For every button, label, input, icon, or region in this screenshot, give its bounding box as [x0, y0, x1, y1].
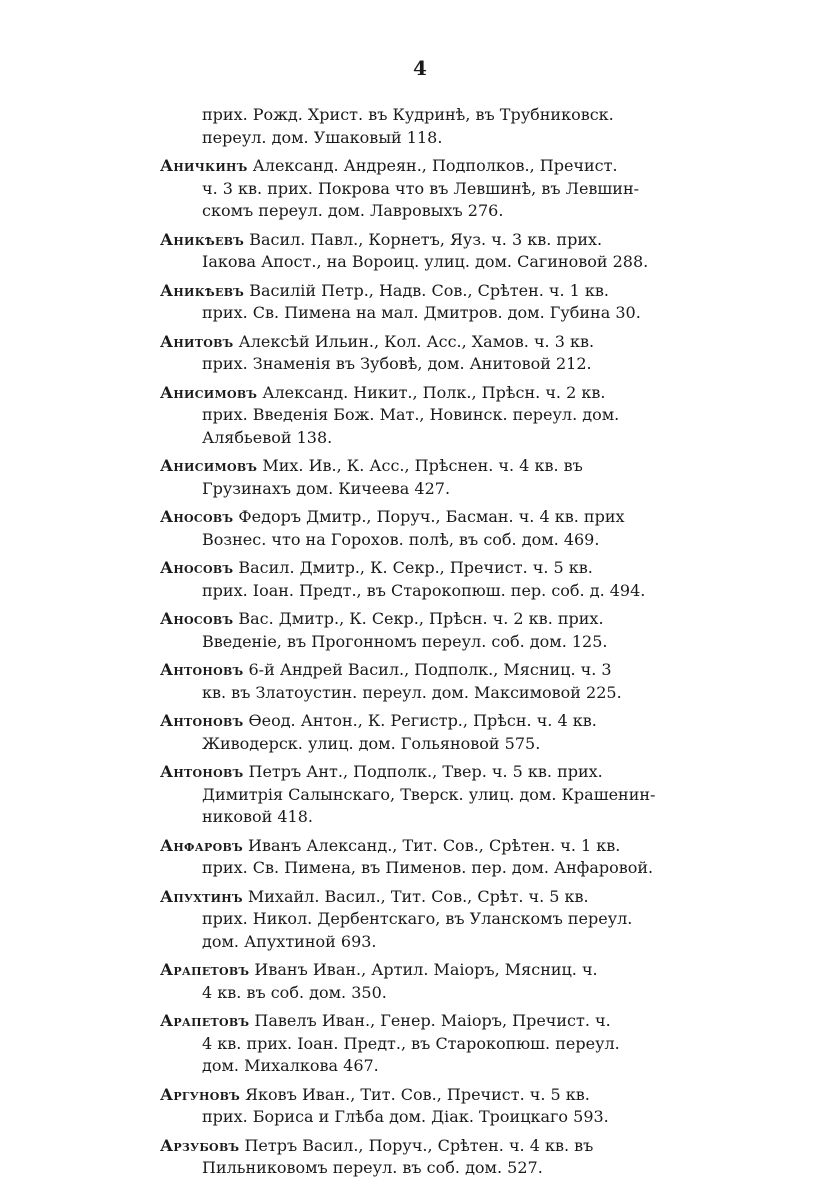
entry-line	[160, 478, 716, 501]
directory-entry	[160, 1135, 716, 1180]
entry-text: Ѳеод. Антон., К. Регистр., Прѣсн. ч. 4 кв.	[248, 711, 597, 730]
entry-text: скомъ переул. дом. Лавровыхъ 276.	[202, 201, 504, 220]
entry-surname: Аносовъ	[160, 507, 234, 526]
entry-line	[160, 1157, 716, 1180]
entry-line	[160, 382, 716, 405]
entry-surname: Анисимовъ	[160, 456, 258, 475]
entry-text: Васил. Дмитр., К. Секр., Пречист. ч. 5 кв.	[238, 558, 593, 577]
entry-text: Петръ Ант., Подполк., Твер. ч. 5 кв. прих.	[248, 762, 603, 781]
entry-text: Грузинахъ дом. Кичеева 427.	[202, 478, 451, 498]
page-number: 4	[413, 56, 427, 80]
directory-entry	[160, 959, 716, 1004]
entry-text: 4 кв. въ соб. дом. 350.	[202, 982, 387, 1002]
entry-surname: Анисимовъ	[160, 382, 258, 402]
entry-line	[160, 280, 716, 303]
entry-text: никовой 418.	[202, 807, 313, 826]
entry-text: Іакова Апост., на Вороиц. улиц. дом. Сагиновой 288.	[202, 252, 649, 271]
entry-text: Василій Петр., Надв. Сов., Срѣтен. ч. 1 кв.	[249, 280, 610, 300]
entry-surname: Аникѣевъ	[160, 280, 245, 300]
directory-entries	[160, 104, 716, 1186]
entry-line	[160, 806, 716, 829]
entry-text: Федоръ Дмитр., Поруч., Басман. ч. 4 кв. прих	[238, 507, 625, 526]
entry-line	[160, 529, 716, 552]
entry-line	[160, 455, 716, 478]
entry-text: 6-й Андрей Васил., Подполк., Мясниц. ч. 3	[248, 660, 612, 679]
entry-line	[160, 580, 716, 603]
entry-line	[160, 835, 716, 858]
entry-text: переул. дом. Ушаковый 118.	[202, 127, 443, 147]
entry-line	[160, 104, 716, 127]
entry-line	[160, 710, 716, 733]
directory-entry	[160, 331, 716, 376]
entry-surname: Аничкинъ	[160, 156, 248, 175]
directory-entry	[160, 557, 716, 602]
entry-text: Пильниковомъ переул. въ соб. дом. 527.	[202, 1158, 543, 1177]
directory-entry	[160, 455, 716, 500]
directory-entry	[160, 835, 716, 880]
entry-text: 4 кв. прих. Іоан. Предт., въ Старокопюш. переул.	[202, 1033, 620, 1053]
directory-entry	[160, 710, 716, 755]
entry-surname: Антоновъ	[160, 711, 244, 730]
entry-line	[160, 908, 716, 931]
entry-line	[160, 251, 716, 274]
entry-line	[160, 178, 716, 201]
entry-line	[160, 155, 716, 178]
directory-entry	[160, 382, 716, 450]
directory-entry	[160, 608, 716, 653]
entry-line	[160, 557, 716, 580]
entry-text: прих. Рожд. Христ. въ Кудринѣ, въ Трубниковск.	[202, 105, 614, 124]
entry-line	[160, 506, 716, 529]
directory-entry	[160, 280, 716, 325]
entry-line	[160, 682, 716, 705]
directory-entry	[160, 886, 716, 954]
directory-entry	[160, 104, 716, 149]
entry-line	[160, 659, 716, 682]
entry-line	[160, 761, 716, 784]
entry-line	[160, 1084, 716, 1107]
entry-line	[160, 331, 716, 354]
entry-text: прих. Св. Пимена, въ Пименов. пер. дом. Анфаровой.	[202, 858, 654, 877]
entry-line	[160, 857, 716, 880]
entry-text: Александ. Андреян., Подполков., Пречист.	[252, 156, 618, 175]
entry-text: прих. Знаменія въ Зубовѣ, дом. Анитовой 212.	[202, 354, 592, 373]
entry-text: Мих. Ив., К. Асс., Прѣснен. ч. 4 кв. въ	[262, 456, 583, 475]
entry-text: Алябьевой 138.	[202, 427, 333, 447]
directory-entry	[160, 659, 716, 704]
entry-text: Михайл. Васил., Тит. Сов., Срѣт. ч. 5 кв.	[247, 886, 589, 906]
entry-text: Павелъ Иван., Генер. Маіоръ, Пречист. ч.	[254, 1011, 611, 1030]
entry-text: Димитрія Салынскаго, Тверск. улиц. дом. Крашенин-	[202, 784, 656, 804]
entry-text: Введеніе, въ Прогонномъ переул. соб. дом. 125.	[202, 631, 608, 651]
entry-line	[160, 631, 716, 654]
entry-text: прих. Св. Пимена на мал. Дмитров. дом. Губина 30.	[202, 303, 641, 322]
entry-surname: Анитовъ	[160, 331, 234, 351]
directory-entry	[160, 1084, 716, 1129]
entry-text: прих. Бориса и Глѣба дом. Діак. Троицкаго 593.	[202, 1107, 609, 1126]
directory-entry	[160, 155, 716, 223]
entry-text: Васил. Павл., Корнетъ, Яуз. ч. 3 кв. прих.	[249, 229, 603, 249]
entry-line	[160, 404, 716, 427]
entry-surname: Арапетовъ	[160, 1011, 250, 1030]
entry-line	[160, 733, 716, 756]
entry-line	[160, 1135, 716, 1158]
entry-line	[160, 1033, 716, 1056]
entry-line	[160, 427, 716, 450]
entry-line	[160, 1055, 716, 1078]
entry-text: прих. Никол. Дербентскаго, въ Уланскомъ переул.	[202, 909, 633, 928]
entry-line	[160, 200, 716, 223]
entry-text: Алексѣй Ильин., Кол. Асс., Хамов. ч. 3 кв.	[238, 331, 595, 351]
entry-surname: Аргуновъ	[160, 1084, 241, 1104]
entry-surname: Арзубовъ	[160, 1135, 240, 1155]
entry-line	[160, 127, 716, 150]
directory-entry	[160, 1010, 716, 1078]
entry-line	[160, 959, 716, 982]
entry-text: Иванъ Иван., Артил. Маіоръ, Мясниц. ч.	[254, 960, 598, 979]
entry-text: Яковъ Иван., Тит. Сов., Пречист. ч. 5 кв.	[245, 1084, 590, 1104]
entry-text: ч. 3 кв. прих. Покрова что въ Левшинѣ, въ Левшин-	[202, 178, 640, 198]
entry-text: Петръ Васил., Поруч., Срѣтен. ч. 4 кв. въ	[244, 1135, 594, 1155]
entry-text: кв. въ Златоустин. переул. дом. Максимовой 225.	[202, 682, 622, 702]
entry-text: дом. Апухтиной 693.	[202, 931, 377, 951]
entry-line	[160, 1106, 716, 1129]
entry-surname: Антоновъ	[160, 660, 244, 679]
entry-line	[160, 931, 716, 954]
entry-surname: Арапетовъ	[160, 960, 250, 979]
entry-text: Вознес. что на Горохов. полѣ, въ соб. дом. 469.	[202, 529, 600, 549]
entry-line	[160, 982, 716, 1005]
entry-line	[160, 1010, 716, 1033]
entry-text: дом. Михалкова 467.	[202, 1056, 379, 1075]
entry-surname: Анфаровъ	[160, 835, 243, 855]
entry-line	[160, 608, 716, 631]
directory-entry	[160, 506, 716, 551]
entry-surname: Аникѣевъ	[160, 229, 245, 249]
entry-line	[160, 886, 716, 909]
entry-surname: Аносовъ	[160, 558, 234, 577]
entry-text: прих. Введенія Бож. Мат., Новинск. переул. дом.	[202, 405, 620, 424]
entry-line	[160, 229, 716, 252]
entry-text: Вас. Дмитр., К. Секр., Прѣсн. ч. 2 кв. прих.	[238, 609, 604, 628]
entry-line	[160, 784, 716, 807]
directory-entry	[160, 229, 716, 274]
entry-text: прих. Іоан. Предт., въ Старокопюш. пер. соб. д. 494.	[202, 580, 646, 600]
entry-surname: Аносовъ	[160, 609, 234, 628]
entry-text: Иванъ Александ., Тит. Сов., Срѣтен. ч. 1 кв.	[248, 835, 621, 855]
entry-line	[160, 302, 716, 325]
entry-line	[160, 353, 716, 376]
entry-text: Живодерск. улиц. дом. Гольяновой 575.	[202, 733, 541, 753]
entry-text: Александ. Никит., Полк., Прѣсн. ч. 2 кв.	[262, 382, 606, 402]
directory-entry	[160, 761, 716, 829]
entry-surname: Антоновъ	[160, 762, 244, 781]
entry-surname: Апухтинъ	[160, 886, 243, 906]
